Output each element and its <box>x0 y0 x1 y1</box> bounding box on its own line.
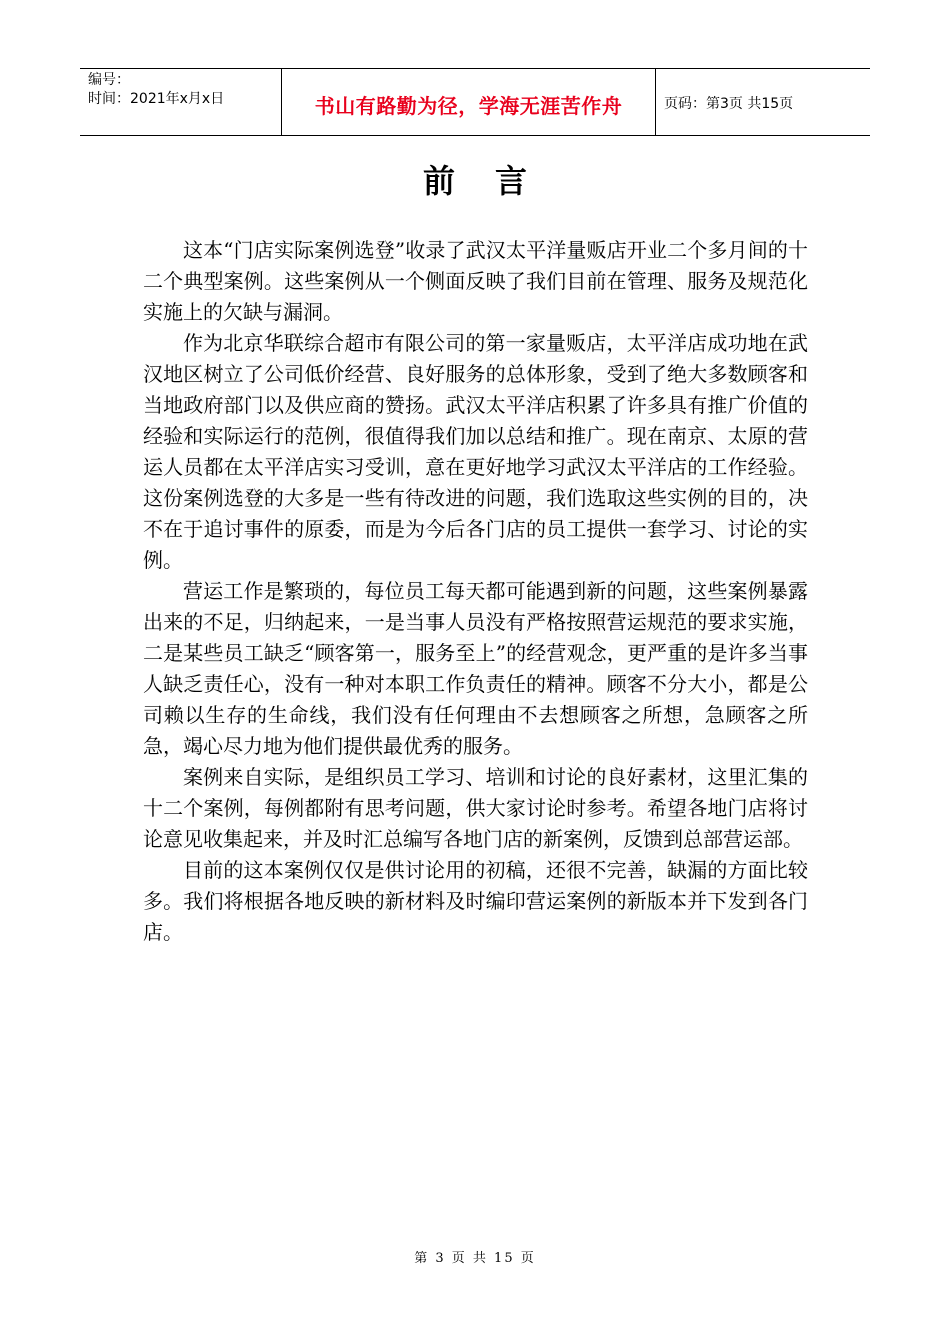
document-number-label: 编号： <box>88 72 130 88</box>
page-footer: 第 3 页 共 15 页 <box>414 1251 536 1266</box>
header-page-info: 页码：第3页 共15页 <box>664 96 794 112</box>
paragraph: 案例来自实际，是组织员工学习、培训和讨论的良好素材，这里汇集的十二个案例，每例都附有思考问题，供大家讨论时参考。希望各地门店将讨论意见收集起来，并及时汇总编写各地门店的新案例，反馈到总部营运部。 <box>143 765 808 851</box>
header-motto-cell <box>282 69 656 135</box>
page-title: 前言 <box>422 162 567 200</box>
page-header <box>80 68 870 136</box>
document-date: 时间：2021年x月x日 <box>88 91 225 107</box>
paragraph: 作为北京华联综合超市有限公司的第一家量贩店，太平洋店成功地在武汉地区树立了公司低价经营、良好服务的总体形象，受到了绝大多数顾客和当地政府部门以及供应商的赞扬。武汉太平洋店积累了许多具有推广价值的经验和实际运行的范例，很值得我们加以总结和推广。现在南京、太原的营运人员都在太平洋店实习受训，意在更好地学习武汉太平洋店的工作经验。这份案例选登的大多是一些有待改进的问题，我们选取这些实例的目的，决不在于追讨事件的原委，而是为今后各门店的员工提供一套学习、讨论的实例。 <box>143 331 808 572</box>
paragraph: 目前的这本案例仅仅是供讨论用的初稿，还很不完善，缺漏的方面比较多。我们将根据各地反映的新材料及时编印营运案例的新版本并下发到各门店。 <box>143 858 808 944</box>
header-meta <box>80 69 282 135</box>
header-motto: 书山有路勤为径，学海无涯苦作舟 <box>314 93 623 118</box>
document-body <box>143 235 808 948</box>
paragraph: 这本“门店实际案例选登”收录了武汉太平洋量贩店开业二个多月间的十二个典型案例。这些案例从一个侧面反映了我们目前在管理、服务及规范化实施上的欠缺与漏洞。 <box>143 238 808 324</box>
paragraph: 营运工作是繁琐的，每位员工每天都可能遇到新的问题，这些案例暴露出来的不足，归纳起来，一是当事人员没有严格按照营运规范的要求实施，二是某些员工缺乏“顾客第一，服务至上”的经营观念，更严重的是许多当事人缺乏责任心，没有一种对本职工作负责任的精神。顾客不分大小，都是公司赖以生存的生命线，我们没有任何理由不去想顾客之所想，急顾客之所急，竭心尽力地为他们提供最优秀的服务。 <box>143 579 808 758</box>
